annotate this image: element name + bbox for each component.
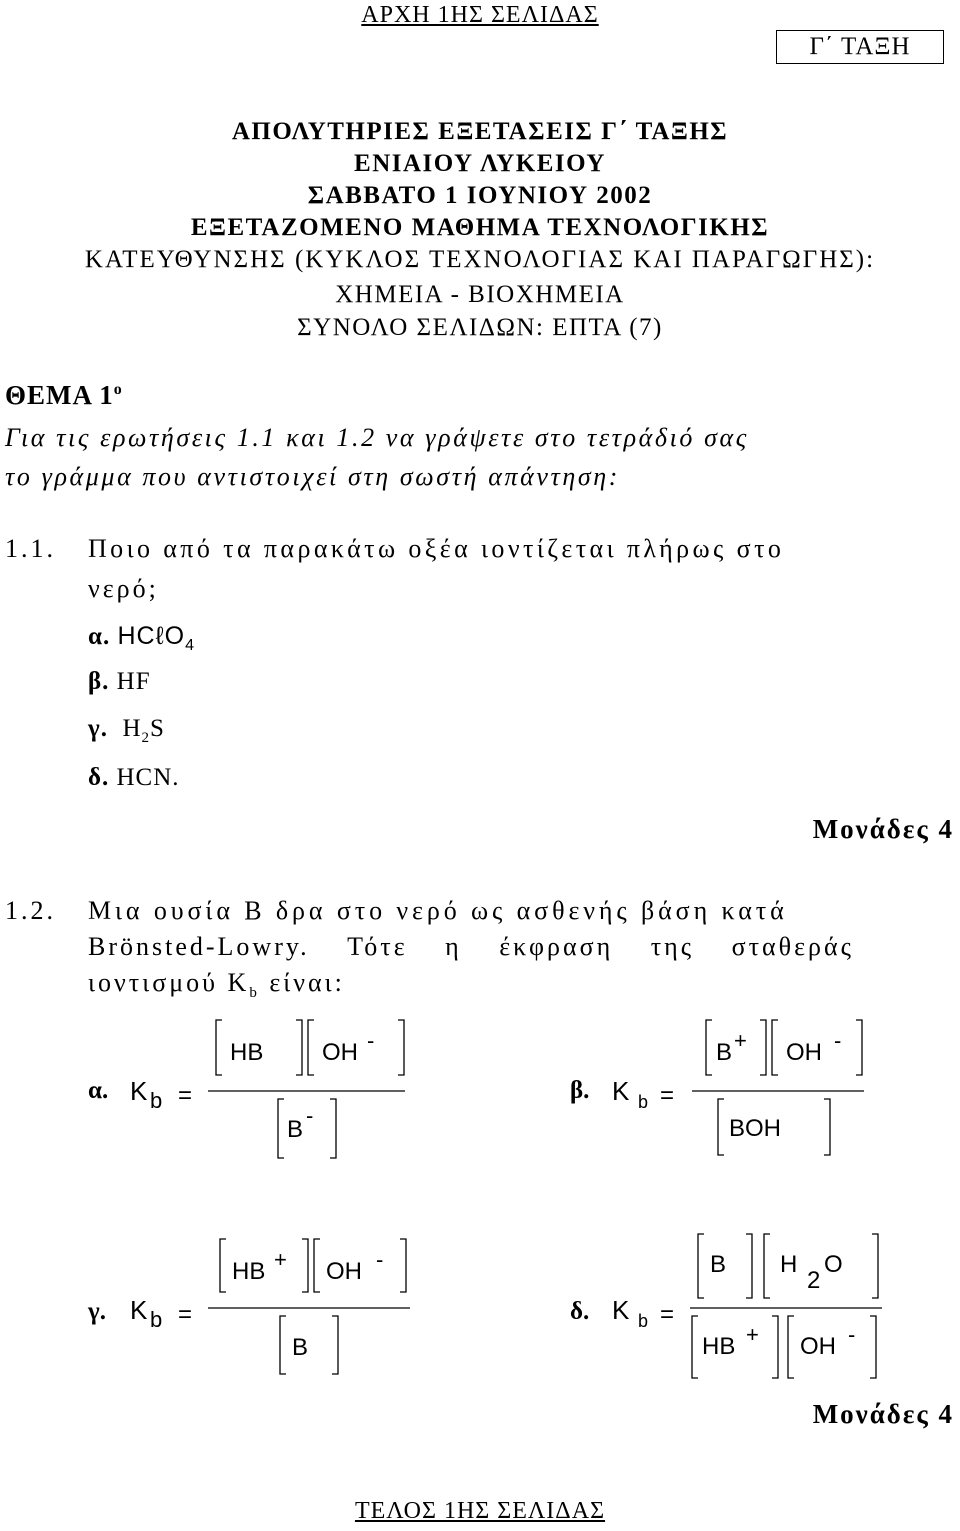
equals-sign: = xyxy=(178,1082,193,1109)
title-line-7: ΣΥΝΟΛΟ ΣΕΛΙΔΩΝ: ΕΠΤΑ (7) xyxy=(297,314,663,341)
title-line-2: ΕΝΙΑΙΟΥ ΛΥΚΕΙΟΥ xyxy=(354,150,606,177)
num-charge-1: + xyxy=(274,1247,287,1272)
formula-a xyxy=(88,1077,108,1105)
page-footer: ΤΕΛΟΣ 1ΗΣ ΣΕΛΙΔΑΣ xyxy=(354,1498,606,1524)
formula-letter: α. xyxy=(88,1077,109,1104)
option-text: HCN. xyxy=(116,764,180,791)
option-sub: 2 xyxy=(141,730,151,746)
num-species-2: OH xyxy=(326,1258,362,1285)
q1-units: Μονάδες 4 xyxy=(812,814,954,844)
den-species-1: HB xyxy=(702,1333,736,1360)
den-species-1: BOH xyxy=(729,1115,782,1142)
k-subscript: b xyxy=(638,1092,649,1112)
q1-option-c xyxy=(88,715,165,747)
option-letter: β. xyxy=(88,668,110,695)
k-subscript: b xyxy=(638,1311,649,1331)
q1-text-line-2: νερό; xyxy=(88,574,159,603)
instructions-line-2: το γράμμα που αντιστοιχεί στη σωστή απάντηση: xyxy=(5,462,621,491)
num-species-1: HB xyxy=(232,1258,266,1285)
den-species-1: B xyxy=(287,1116,304,1143)
formula-letter: δ. xyxy=(570,1298,590,1325)
num-species-1: HB xyxy=(230,1039,264,1066)
title-line-5: ΚΑΤΕΥΘΥΝΣΗΣ (ΚΥΚΛΟΣ ΤΕΧΝΟΛΟΓΙΑΣ ΚΑΙ ΠΑΡΑΓΩΓΗΣ): xyxy=(84,246,876,273)
num-species-2-tail: O xyxy=(824,1251,843,1278)
q1-number: 1.1. xyxy=(5,534,56,563)
k-symbol: K xyxy=(612,1295,630,1325)
num-sub-2: 2 xyxy=(807,1267,821,1294)
option-text: H xyxy=(122,715,142,742)
bracket-pair xyxy=(280,1316,338,1374)
num-species-1: B xyxy=(710,1251,727,1278)
class-box: Γ΄ ΤΑΞΗ xyxy=(776,30,944,64)
title-line-3: ΣΑΒΒΑΤΟ 1 ΙΟΥΝΙΟΥ 2002 xyxy=(307,182,653,209)
formula-b xyxy=(570,1077,589,1105)
den-charge-1: - xyxy=(306,1103,314,1128)
q2-text-line-1: Μια ουσία Β δρα στο νερό ως ασθενής βάση κατά xyxy=(88,896,788,925)
equals-sign: = xyxy=(660,1301,675,1328)
option-letter: α. xyxy=(88,623,111,650)
num-species-1: B xyxy=(716,1039,733,1066)
title-line-1: ΑΠΟΛΥΤΗΡΙΕΣ ΕΞΕΤΑΣΕΙΣ Γ΄ ΤΑΞΗΣ xyxy=(231,118,729,145)
q2-text-line-2: Brönsted-Lowry. Τότε η έκφραση της σταθεράς xyxy=(88,932,854,961)
option-text: HCℓO xyxy=(117,622,186,650)
q2-text-sub: b xyxy=(249,985,260,1002)
page-header: ΑΡΧΗ 1ΗΣ ΣΕΛΙΔΑΣ xyxy=(361,2,599,28)
den-charge-1: + xyxy=(746,1322,759,1347)
equals-sign: = xyxy=(660,1082,675,1109)
formula-d xyxy=(570,1298,589,1326)
q2-number: 1.2. xyxy=(5,896,56,925)
num-charge-2: - xyxy=(834,1028,842,1053)
num-species-2: OH xyxy=(322,1039,358,1066)
formula-c xyxy=(88,1298,106,1326)
instructions-line-1: Για τις ερωτήσεις 1.1 και 1.2 να γράψετε στο τετράδιό σας xyxy=(5,423,749,452)
theme-label: ΘΕΜΑ 1 xyxy=(5,380,114,410)
formula-letter: γ. xyxy=(88,1298,106,1325)
option-text: HF xyxy=(116,668,151,695)
k-subscript: b xyxy=(150,1088,163,1113)
k-symbol: K xyxy=(130,1076,148,1106)
q2-text-pre: ιοντισμού K xyxy=(88,968,250,997)
den-charge-2: - xyxy=(848,1322,856,1347)
option-letter: δ. xyxy=(88,764,110,791)
formula-d-svg xyxy=(612,1228,887,1388)
theme-sup: ο xyxy=(113,381,123,398)
k-symbol: K xyxy=(612,1076,630,1106)
title-line-6: ΧΗΜΕΙΑ - ΒΙΟΧΗΜΕΙΑ xyxy=(335,281,625,308)
formula-b-svg xyxy=(612,1015,872,1165)
equals-sign: = xyxy=(178,1301,193,1328)
q2-text-post: είναι: xyxy=(259,968,345,997)
theme-heading xyxy=(5,380,123,411)
num-charge-1: + xyxy=(734,1028,747,1053)
num-charge-2: - xyxy=(367,1028,375,1053)
q1-option-d xyxy=(88,764,180,792)
q2-units: Μονάδες 4 xyxy=(812,1399,954,1429)
option-sub: 4 xyxy=(185,637,195,654)
option-letter: γ. xyxy=(88,715,108,742)
k-subscript: b xyxy=(150,1307,163,1332)
num-species-2: H xyxy=(780,1251,798,1278)
num-species-2: OH xyxy=(786,1039,822,1066)
q1-text-line-1: Ποιο από τα παρακάτω οξέα ιοντίζεται πλήρως στο xyxy=(88,534,785,563)
k-symbol: K xyxy=(130,1295,148,1325)
q2-text-line-3 xyxy=(88,968,345,1002)
formula-c-svg xyxy=(130,1234,420,1384)
den-species-1: B xyxy=(292,1334,309,1361)
option-text-after: S xyxy=(150,715,165,742)
formula-a-svg xyxy=(130,1015,420,1165)
q1-option-b xyxy=(88,668,151,696)
num-charge-2: - xyxy=(376,1247,384,1272)
title-line-4: ΕΞΕΤΑΖΟΜΕΝΟ ΜΑΘΗΜΑ ΤΕΧΝΟΛΟΓΙΚΗΣ xyxy=(190,214,770,241)
formula-letter: β. xyxy=(570,1077,590,1104)
q1-option-a xyxy=(88,622,195,655)
den-species-2: OH xyxy=(800,1333,836,1360)
